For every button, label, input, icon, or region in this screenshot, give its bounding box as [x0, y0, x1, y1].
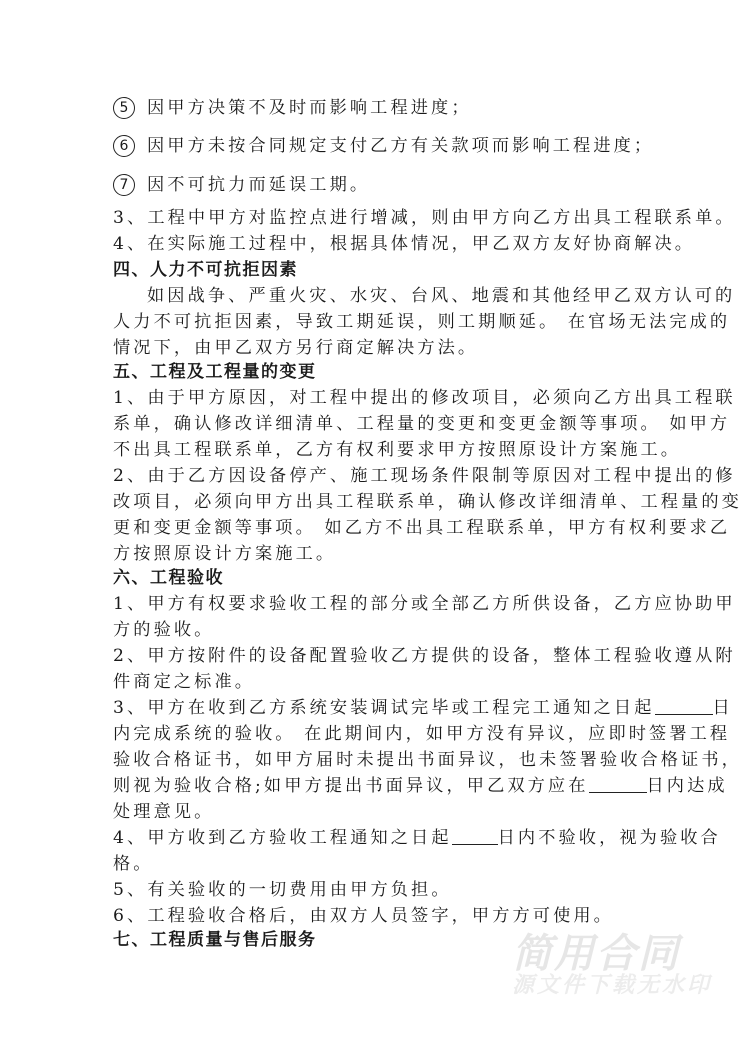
- paragraph-line: 人力不可抗拒因素，导致工期延误，则工期顺延。 在官场无法完成的: [113, 312, 731, 332]
- section-4-heading: 四、人力不可抗拒因素: [113, 260, 298, 280]
- text: 日内达成: [646, 776, 728, 796]
- circled-number: 7: [113, 174, 135, 196]
- fill-in-blank-days[interactable]: [655, 698, 713, 715]
- paragraph-line: 内完成系统的验收。 在此期间内，如甲方没有异议，应即时签署工程: [113, 724, 731, 744]
- watermark-subtitle: 源文件下载无水印: [512, 973, 713, 998]
- clause-6-5: 5、有关验收的一切费用由甲方负担。: [113, 880, 452, 900]
- item-text: 因甲方未按合同规定支付乙方有关款项而影响工程进度；: [147, 136, 655, 156]
- paragraph-line: 2、甲方按附件的设备配置验收乙方提供的设备，整体工程验收遵从附: [113, 646, 736, 666]
- text: 则视为验收合格;如甲方提出书面异议，甲乙双方应在: [113, 776, 589, 796]
- clause-6-4-line1: [113, 827, 721, 849]
- circled-item-7: [113, 174, 658, 196]
- section-6-heading: 六、工程验收: [113, 568, 224, 588]
- paragraph-line: 更和变更金额等事项。 如乙方不出具工程联系单，甲方有权利要求乙: [113, 518, 731, 538]
- section-7-heading: 七、工程质量与售后服务: [113, 930, 317, 950]
- circled-number: 5: [113, 97, 135, 119]
- paragraph-line: 方按照原设计方案施工。: [113, 544, 337, 564]
- clause-6-3-line4: [113, 775, 728, 797]
- paragraph-line: 改项目，必须向甲方出具工程联系单，确认修改详细清单、工程量的变: [113, 492, 742, 512]
- text: 3、甲方在收到乙方系统安装调试完毕或工程完工通知之日起: [113, 698, 655, 718]
- paragraph-line: 如因战争、严重火灾、水灾、台风、地震和其他经甲乙双方认可的: [147, 286, 736, 306]
- text: 4、甲方收到乙方验收工程通知之日起: [113, 828, 452, 848]
- item-text: 因甲方决策不及时而影响工程进度；: [147, 98, 472, 118]
- paragraph-line: 2、由于乙方因设备停产、施工现场条件限制等原因对工程中提出的修: [113, 466, 736, 486]
- clause-6-3-line1: [113, 697, 733, 719]
- clause-6-6: 6、工程验收合格后，由双方人员签字，甲方方可使用。: [113, 906, 614, 926]
- text: 日: [712, 698, 733, 718]
- fill-in-blank-days[interactable]: [589, 776, 647, 793]
- paragraph-line: 格。: [113, 854, 154, 874]
- paragraph-line: 件商定之标准。: [113, 672, 256, 692]
- paragraph-line: 1、甲方有权要求验收工程的部分或全部乙方所供设备，乙方应协助甲: [113, 594, 736, 614]
- circled-item-6: [113, 135, 658, 157]
- circled-item-5: [113, 97, 658, 119]
- paragraph-line: 处理意见。: [113, 802, 215, 822]
- item-text: 因不可抗力而延误工期。: [147, 175, 371, 195]
- paragraph-line: 系单，确认修改详细清单、工程量的变更和变更金额等事项。 如甲方: [113, 414, 731, 434]
- paragraph-line: 验收合格证书，如甲方届时未提出书面异议，也未签署验收合格证书，: [113, 750, 742, 770]
- clause-3-4: 4、在实际施工过程中，根据具体情况，甲乙双方友好协商解决。: [113, 234, 696, 254]
- section-5-heading: 五、工程及工程量的变更: [113, 362, 317, 382]
- paragraph-line: 不出具工程联系单，乙方有权利要求甲方按照原设计方案施工。: [113, 440, 682, 460]
- clause-3-3: 3、工程中甲方对监控点进行增减，则由甲方向乙方出具工程联系单。: [113, 208, 736, 228]
- paragraph-line: 方的验收。: [113, 620, 215, 640]
- text: 日内不验收，视为验收合: [497, 828, 721, 848]
- paragraph-line: 情况下，由甲乙双方另行商定解决方法。: [113, 338, 479, 358]
- paragraph-line: 1、由于甲方原因，对工程中提出的修改项目，必须向乙方出具工程联: [113, 388, 736, 408]
- circled-number: 6: [113, 135, 135, 157]
- watermark-logo-text: 简用合同: [512, 931, 680, 977]
- fill-in-blank-days[interactable]: [452, 828, 498, 845]
